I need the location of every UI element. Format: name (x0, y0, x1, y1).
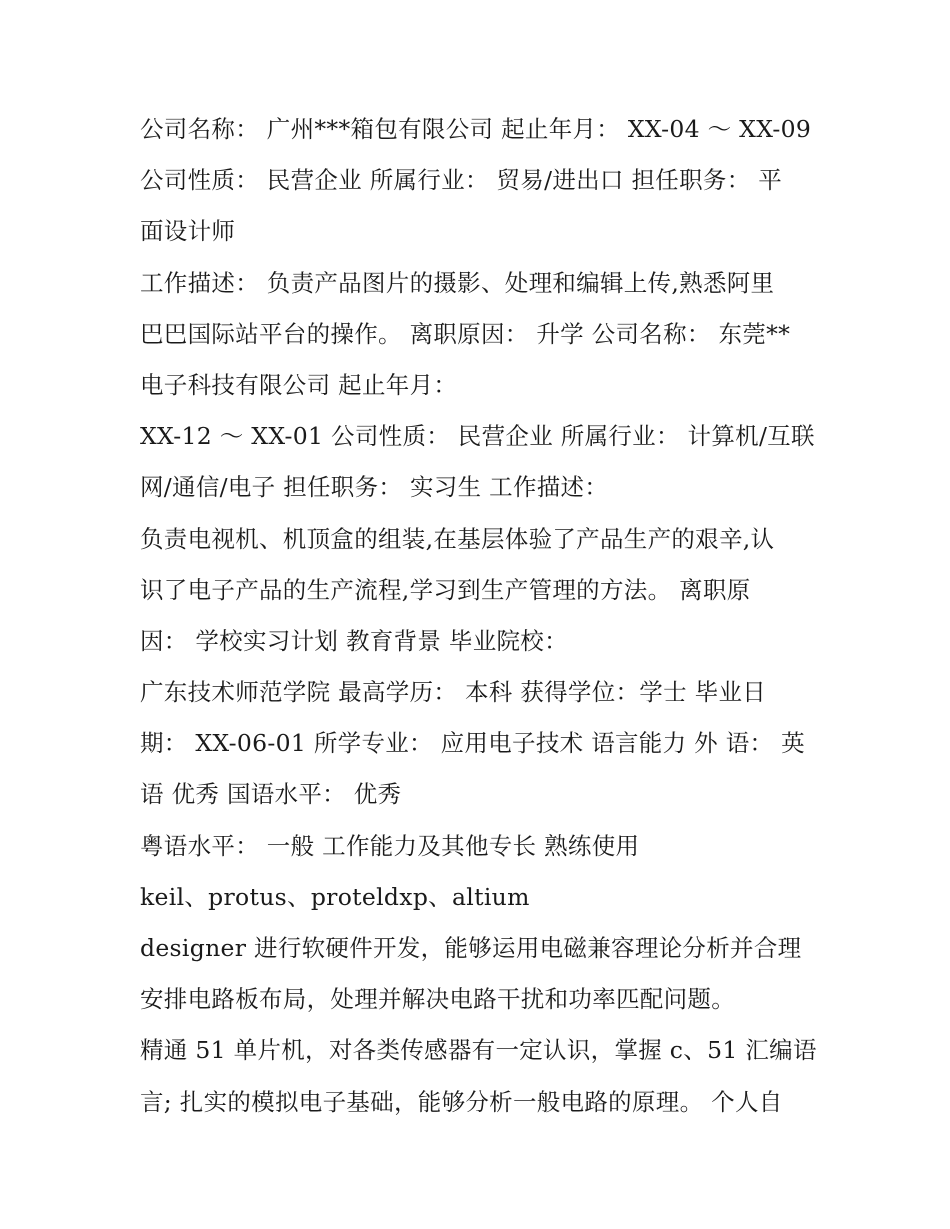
text-line: 粤语水平： 一般 工作能力及其他专长 熟练使用 (140, 831, 640, 860)
text-line: 工作描述： 负责产品图片的摄影、处理和编辑上传,熟悉阿里 (140, 268, 775, 297)
text-line: 因： 学校实习计划 教育背景 毕业院校： (140, 626, 568, 655)
text-line: 负责电视机、机顶盒的组装,在基层体验了产品生产的艰辛,认 (140, 524, 775, 553)
text-line: 言; 扎实的模拟电子基础，能够分析一般电路的原理。 个人自 (140, 1087, 783, 1116)
text-line: 面设计师 (140, 217, 236, 246)
text-line: 公司名称： 广州***箱包有限公司 起止年月： XX-04 ～ XX-09 (140, 115, 812, 143)
text-line: 公司性质： 民营企业 所属行业： 贸易/进出口 担任职务： 平 (140, 166, 783, 195)
text-line: 识了电子产品的生产流程,学习到生产管理的方法。 离职原 (140, 575, 751, 604)
text-line: 电子科技有限公司 起止年月： (140, 370, 458, 399)
text-line: 语 优秀 国语水平： 优秀 (140, 780, 402, 809)
text-line: 期： XX-06-01 所学专业： 应用电子技术 语言能力 外 语： 英 (140, 729, 805, 758)
text-line: 精通 51 单片机，对各类传感器有一定认识，掌握 c、51 汇编语 (140, 1036, 817, 1065)
document-body (140, 104, 820, 1128)
text-line: keil、protus、proteldxp、altium (140, 882, 530, 911)
text-line: 广东技术师范学院 最高学历： 本科 获得学位：学士 毕业日 (140, 678, 767, 707)
text-line: 网/通信/电子 担任职务： 实习生 工作描述： (140, 473, 609, 502)
text-line: XX-12 ～ XX-01 公司性质： 民营企业 所属行业： 计算机/互联 (140, 422, 815, 451)
text-line: designer 进行软硬件开发，能够运用电磁兼容理论分析并合理 (140, 934, 802, 962)
text-line: 安排电路板布局，处理并解决电路干扰和功率匹配问题。 (140, 985, 735, 1014)
text-line: 巴巴国际站平台的操作。 离职原因： 升学 公司名称： 东莞** (140, 319, 791, 348)
